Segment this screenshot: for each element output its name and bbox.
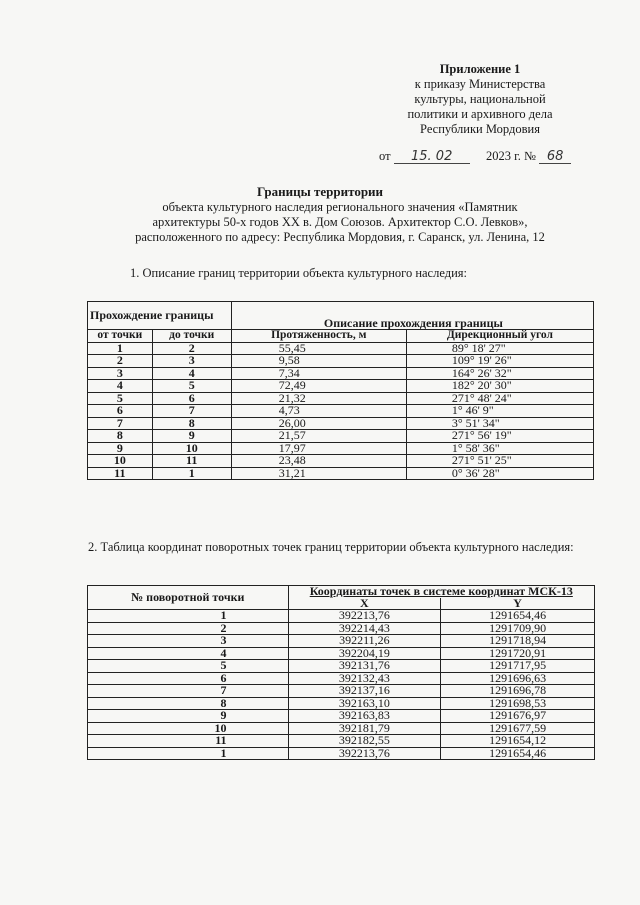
cell-x: 392214,43: [288, 622, 441, 635]
cell-y: 1291709,90: [441, 622, 595, 635]
cell-to: 11: [152, 455, 231, 468]
cell-x: 392131,76: [288, 660, 441, 673]
cell-to: 5: [152, 380, 231, 393]
col-from-header: от точки: [88, 330, 153, 343]
table-row: [88, 405, 594, 418]
cell-x: 392132,43: [288, 672, 441, 685]
table-row: [88, 417, 594, 430]
document-subtitle: [60, 200, 620, 245]
cell-point: 2: [88, 622, 289, 635]
cell-angle: 109° 19' 26": [406, 355, 593, 368]
point-number-header: № поворотной точки: [88, 586, 289, 610]
table-row: [88, 367, 594, 380]
col-y-header: Y: [441, 598, 595, 610]
coordinates-header: Координаты точек в системе координат МСК-13: [288, 586, 594, 598]
cell-from: 2: [88, 355, 153, 368]
cell-point: 6: [88, 672, 289, 685]
cell-length: 55,45: [231, 342, 406, 355]
cell-to: 10: [152, 442, 231, 455]
cell-y: 1291696,63: [441, 672, 595, 685]
cell-x: 392204,19: [288, 647, 441, 660]
cell-y: 1291698,53: [441, 697, 595, 710]
col-length-header: Протяженность, м: [231, 330, 406, 343]
cell-angle: 271° 56' 19": [406, 430, 593, 443]
cell-length: 26,00: [231, 417, 406, 430]
boundary-description-table: [87, 301, 594, 480]
cell-from: 7: [88, 417, 153, 430]
cell-point: 11: [88, 735, 289, 748]
cell-y: 1291720,91: [441, 647, 595, 660]
cell-y: 1291717,95: [441, 660, 595, 673]
table-row: [88, 455, 594, 468]
cell-x: 392213,76: [288, 610, 441, 623]
table-row: [88, 355, 594, 368]
cell-angle: 271° 48' 24": [406, 392, 593, 405]
order-year-text: 2023 г. №: [485, 149, 536, 163]
cell-point: 10: [88, 722, 289, 735]
cell-y: 1291696,78: [441, 685, 595, 698]
cell-to: 2: [152, 342, 231, 355]
section1-heading: 1. Описание границ территории объекта культурного наследия:: [130, 266, 467, 280]
cell-y: 1291676,97: [441, 710, 595, 723]
appendix-block: [360, 62, 600, 137]
cell-angle: 182° 20' 30": [406, 380, 593, 393]
cell-angle: 1° 46' 9": [406, 405, 593, 418]
table-row: [88, 442, 594, 455]
appendix-line: политики и архивного дела: [407, 107, 553, 121]
cell-length: 7,34: [231, 367, 406, 380]
cell-angle: 0° 36' 28": [406, 467, 593, 480]
cell-from: 4: [88, 380, 153, 393]
document-title: Границы территории: [256, 184, 384, 199]
cell-x: 392211,26: [288, 635, 441, 648]
cell-length: 21,32: [231, 392, 406, 405]
cell-angle: 3° 51' 34": [406, 417, 593, 430]
appendix-line: культуры, национальной: [414, 92, 546, 106]
table-row: [88, 747, 595, 760]
cell-y: 1291718,94: [441, 635, 595, 648]
table-row: [88, 392, 594, 405]
cell-from: 9: [88, 442, 153, 455]
cell-length: 4,73: [231, 405, 406, 418]
order-line: [379, 149, 571, 164]
table-row: [88, 430, 594, 443]
cell-y: 1291654,12: [441, 735, 595, 748]
cell-y: 1291654,46: [441, 610, 595, 623]
cell-point: 3: [88, 635, 289, 648]
cell-point: 4: [88, 647, 289, 660]
cell-x: 392163,10: [288, 697, 441, 710]
cell-to: 3: [152, 355, 231, 368]
order-date-handwritten: 15. 02: [394, 150, 470, 164]
cell-point: 1: [88, 610, 289, 623]
cell-x: 392181,79: [288, 722, 441, 735]
cell-length: 9,58: [231, 355, 406, 368]
cell-x: 392213,76: [288, 747, 441, 760]
subtitle-line: расположенного по адресу: Республика Мордовия, г. Саранск, ул. Ленина, 12: [135, 230, 545, 244]
cell-to: 1: [152, 467, 231, 480]
cell-point: 5: [88, 660, 289, 673]
cell-to: 4: [152, 367, 231, 380]
subtitle-line: объекта культурного наследия регионального значения «Памятник: [162, 200, 518, 214]
cell-x: 392182,55: [288, 735, 441, 748]
cell-length: 31,21: [231, 467, 406, 480]
cell-from: 11: [88, 467, 153, 480]
cell-y: 1291654,46: [441, 747, 595, 760]
cell-x: 392137,16: [288, 685, 441, 698]
appendix-title: Приложение 1: [439, 62, 521, 76]
cell-from: 10: [88, 455, 153, 468]
cell-angle: 89° 18' 27": [406, 342, 593, 355]
cell-length: 21,57: [231, 430, 406, 443]
cell-point: 7: [88, 685, 289, 698]
cell-point: 9: [88, 710, 289, 723]
cell-to: 9: [152, 430, 231, 443]
cell-x: 392163,83: [288, 710, 441, 723]
order-number-handwritten: 68: [539, 150, 571, 164]
cell-from: 8: [88, 430, 153, 443]
cell-length: 17,97: [231, 442, 406, 455]
cell-angle: 271° 51' 25": [406, 455, 593, 468]
col-to-header: до точки: [152, 330, 231, 343]
table-row: [88, 342, 594, 355]
cell-to: 6: [152, 392, 231, 405]
cell-to: 7: [152, 405, 231, 418]
cell-length: 23,48: [231, 455, 406, 468]
cell-from: 3: [88, 367, 153, 380]
section2-heading: 2. Таблица координат поворотных точек границ территории объекта культурного наследия:: [88, 540, 574, 554]
cell-from: 6: [88, 405, 153, 418]
order-prefix: от: [379, 149, 391, 163]
table-row: [88, 380, 594, 393]
appendix-line: Республики Мордовия: [420, 122, 540, 136]
description-header: Описание прохождения границы: [231, 302, 593, 330]
cell-point: 8: [88, 697, 289, 710]
cell-angle: 164° 26' 32": [406, 367, 593, 380]
cell-y: 1291677,59: [441, 722, 595, 735]
coordinates-table: [87, 585, 595, 760]
passage-header: Прохождение границы: [88, 302, 232, 330]
cell-angle: 1° 58' 36": [406, 442, 593, 455]
cell-point: 1: [88, 747, 289, 760]
cell-from: 5: [88, 392, 153, 405]
col-x-header: X: [288, 598, 441, 610]
appendix-line: к приказу Министерства: [414, 77, 546, 91]
cell-to: 8: [152, 417, 231, 430]
table-row: [88, 467, 594, 480]
cell-from: 1: [88, 342, 153, 355]
cell-length: 72,49: [231, 380, 406, 393]
col-angle-header: Дирекционный угол: [406, 330, 593, 343]
subtitle-line: архитектуры 50-х годов XX в. Дом Союзов. Архитектор С.О. Левков»,: [152, 215, 528, 229]
